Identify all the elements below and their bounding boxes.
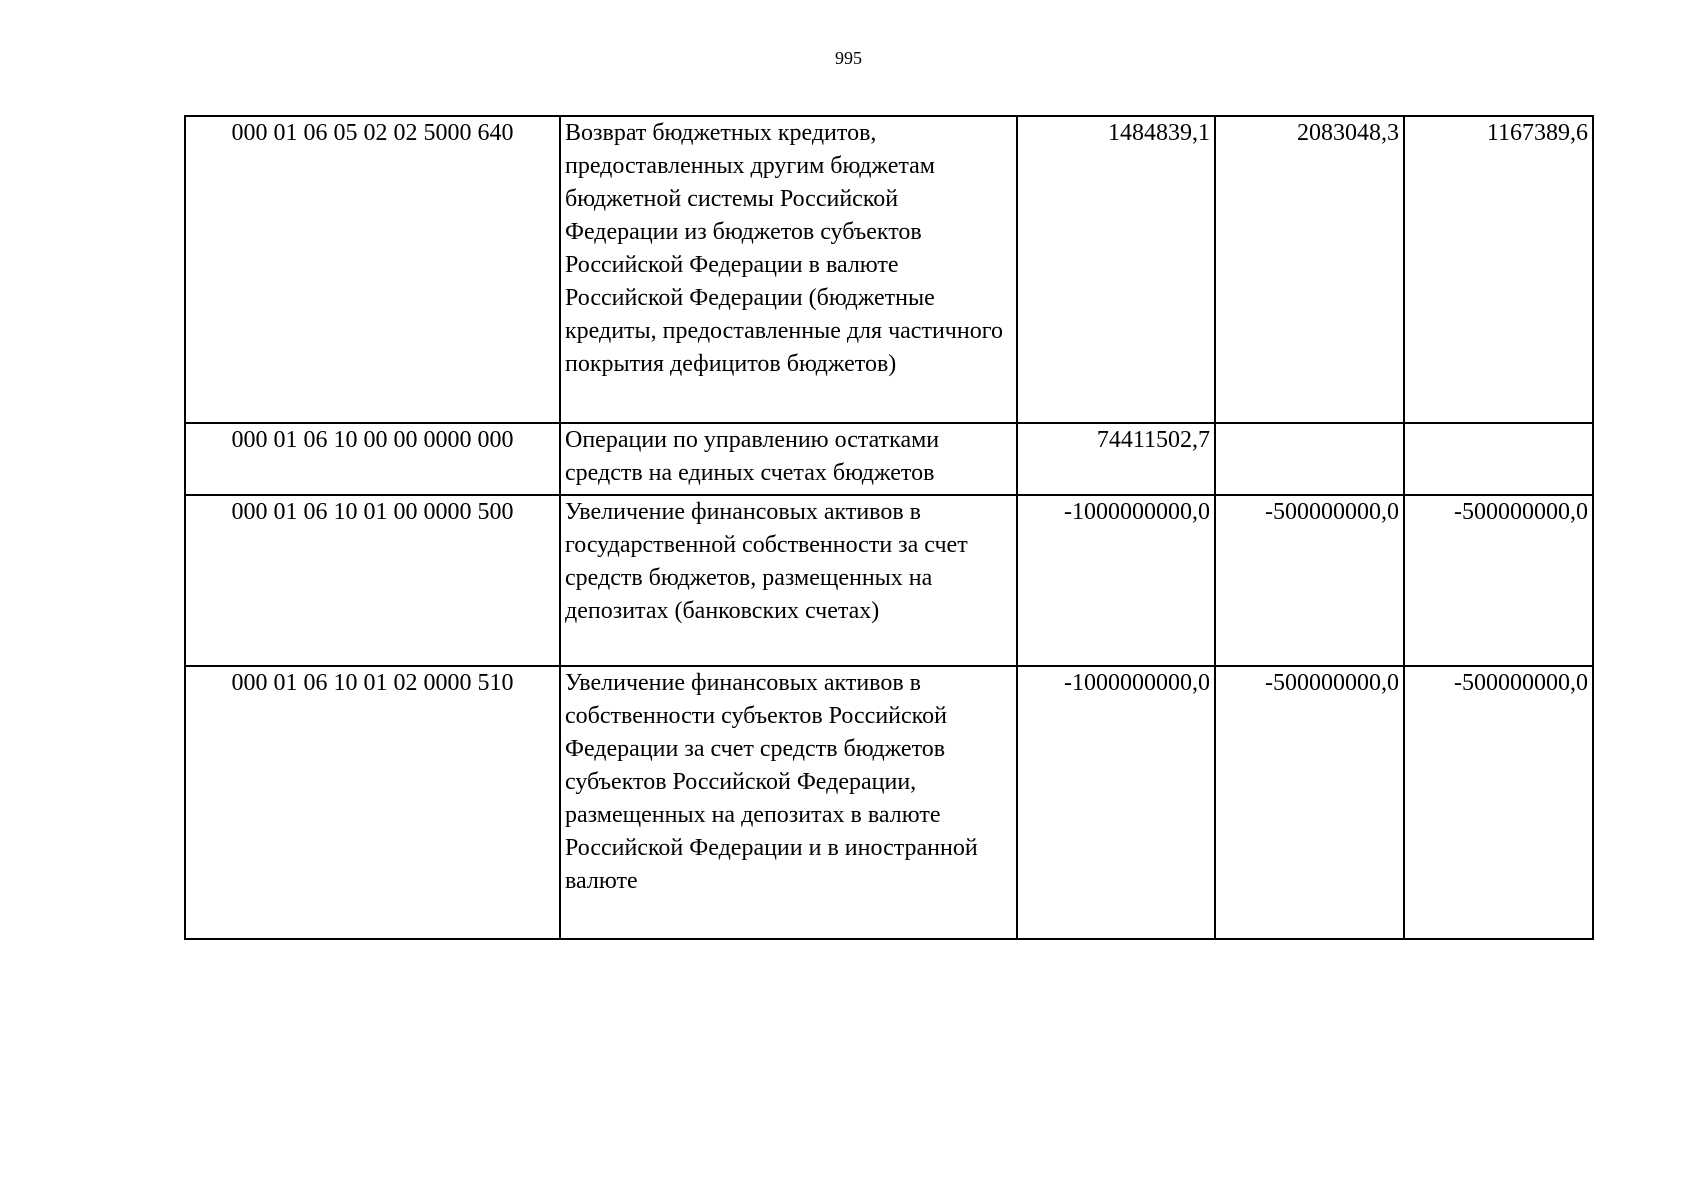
table-row [185,423,1593,495]
amount-year1-cell: 1484839,1 [1017,116,1215,423]
table-row [185,495,1593,666]
item-name-cell: Возврат бюджетных кредитов, предоставленных другим бюджетам бюджетной системы Российской Федерации из бюджетов субъектов Российской Федерации в валюте Российской Федерации (бюджетные кредиты, предоставленные для частичного покрытия дефицитов бюджетов) [560,116,1017,423]
item-name-cell: Увеличение финансовых активов в собственности субъектов Российской Федерации за счет средств бюджетов субъектов Российской Федерации, размещенных на депозитах в валюте Российской Федерации и в иностранной валюте [560,666,1017,939]
page-number: 995 [835,48,862,68]
amount-year3-cell [1404,423,1593,495]
amount-year1-cell: -1000000000,0 [1017,495,1215,666]
budget-sources-table [184,115,1594,940]
amount-year2-cell: 2083048,3 [1215,116,1404,423]
item-name-cell: Увеличение финансовых активов в государственной собственности за счет средств бюджетов, размещенных на депозитах (банковских счетах) [560,495,1017,666]
amount-year2-cell: -500000000,0 [1215,666,1404,939]
table-row [185,116,1593,423]
amount-year2-cell [1215,423,1404,495]
table-row [185,666,1593,939]
amount-year3-cell: 1167389,6 [1404,116,1593,423]
budget-code-cell: 000 01 06 10 00 00 0000 000 [185,423,560,495]
amount-year3-cell: -500000000,0 [1404,666,1593,939]
amount-year1-cell: 74411502,7 [1017,423,1215,495]
amount-year1-cell: -1000000000,0 [1017,666,1215,939]
budget-code-cell: 000 01 06 05 02 02 5000 640 [185,116,560,423]
budget-code-cell: 000 01 06 10 01 00 0000 500 [185,495,560,666]
amount-year3-cell: -500000000,0 [1404,495,1593,666]
item-name-cell: Операции по управлению остатками средств на единых счетах бюджетов [560,423,1017,495]
amount-year2-cell: -500000000,0 [1215,495,1404,666]
budget-code-cell: 000 01 06 10 01 02 0000 510 [185,666,560,939]
